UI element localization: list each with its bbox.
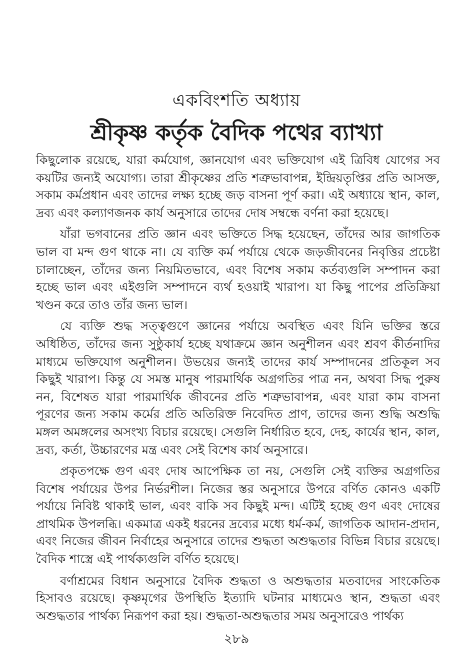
paragraph-4: প্রকৃতপক্ষে গুণ এবং দোষ আপেক্ষিক তা নয়, সেগুলি সেই ব্যক্তির অগ্রগতির বিশেষ পর্যায়ের উপর নির্ভরশীল। নিজের স্তর অনুসারে উপরে বর্ণিত কোনও একটি পর্যায়ে নিবিষ্ট থাকাই ভাল, এবং বাকি সব কিছুই মন্দ। এটিই হচ্ছে গুণ এবং দোষের প্রাথমিক উপলব্ধি। একমাত্র একই ধরনের দ্রব্যের মধ্যে ধর্ম-কর্ম, জাগতিক আদান-প্রদান, এবং নিজের জীবন নির্বাহের অনুসারে তাদের শুদ্ধতা অশুদ্ধতার বিভিন্ন বিচার রয়েছে। বৈদিক শাস্ত্রে এই পার্থক্যগুলি বর্ণিত হয়েছে। — [36, 464, 440, 567]
page-number: ২৮৯ — [223, 632, 250, 647]
paragraph-2: যাঁরা ভগবানের প্রতি জ্ঞান এবং ভক্তিতে সিদ্ধ হয়েছেন, তাঁদের আর জাগতিক ভাল বা মন্দ গুণ থাকে না। যে ব্যক্তি কর্ম পর্যায়ে থেকে জড়জীবনের নিবৃত্তির প্রচেষ্টা চালাচ্ছেন, তাঁদের জন্য নিয়মিতভাবে, এবং বিশেষ সকাম কর্তব্যগুলি সম্পাদন করা হচ্ছে ভাল এবং এইগুলি সম্পাদনে ব্যর্থ হওয়াই খারাপ। যা কিছু পাপের প্রতিক্রিয়া খণ্ডন করে তাও তাঁর জন্য ভাল। — [36, 227, 440, 312]
chapter-number-heading: একবিংশতি অধ্যায় — [172, 91, 301, 111]
body-text — [36, 152, 440, 629]
paragraph-5: বর্ণাশ্রমের বিধান অনুসারে বৈদিক শুদ্ধতা ও অশুদ্ধতার মতবাদের সাংকেতিক হিসাবও রয়েছে। কৃষ্ণমৃগের উপস্থিতি ইত্যাদি ঘটনার মাধ্যমেও স্থান, শুদ্ধতা এবং অশুদ্ধতার পার্থক্য নিরূপণ করা হয়। শুদ্ধতা-অশুদ্ধতার সময় অনুসারেও পার্থক্য — [36, 573, 440, 623]
paragraph-3: যে ব্যক্তি শুদ্ধ সত্ত্বগুণে জ্ঞানের পর্যায়ে অবস্থিত এবং যিনি ভক্তির স্তরে অধিষ্ঠিত, তাঁদের জন্য সুষ্ঠুকার্য হচ্ছে যথাক্রমে জ্ঞান অনুশীলন এবং শ্রবণ কীর্তনাদির মাধ্যমে ভক্তিযোগ অনুশীলন। উভয়ের জন্যই তাদের কার্য সম্পাদনের প্রতিকূল সব কিছুই খারাপ। কিন্তু যে সমস্ত মানুষ পারমার্থিক অগ্রগতির পাত্র নন, অথবা সিদ্ধ পুরুষ নন, বিশেষত যারা পারমার্থিক জীবনের প্রতি শত্রুভাবাপন্ন, এবং যারা কাম বাসনা পূরণের জন্য সকাম কর্মের প্রতি অতিরিক্ত নিবেদিত প্রাণ, তাদের জন্য শুদ্ধি অশুদ্ধি মঙ্গল অমঙ্গলের অসংখ্য বিচার রয়েছে। সেগুলি নির্ধারিত হবে, দেহ, কার্যের স্থান, কাল, দ্রব্য, কর্তা, উচ্চারণের মন্ত্র এবং সেই বিশেষ কার্য অনুসারে। — [36, 319, 440, 457]
paragraph-1: কিছুলোক রয়েছে, যারা কর্মযোগ, জ্ঞানযোগ এবং ভক্তিযোগ এই ত্রিবিধ যোগের সব কয়টির জন্যই অযোগ্য। তারা শ্রীকৃষ্ণের প্রতি শত্রুভাবাপন্ন, ইন্দ্রিয়তৃপ্তির প্রতি আসক্ত, সকাম কর্মপ্রধান এবং তাদের লক্ষ্য হচ্ছে জড় বাসনা পূর্ণ করা। এই অধ্যায়ে স্থান, কাল, দ্রব্য এবং কল্যাণজনক কার্য অনুসারে তাদের দোষ সম্বন্ধে বর্ণনা করা হয়েছে। — [36, 153, 440, 220]
chapter-title: শ্রীকৃষ্ণ কর্তৃক বৈদিক পথের ব্যাখ্যা — [90, 120, 383, 146]
